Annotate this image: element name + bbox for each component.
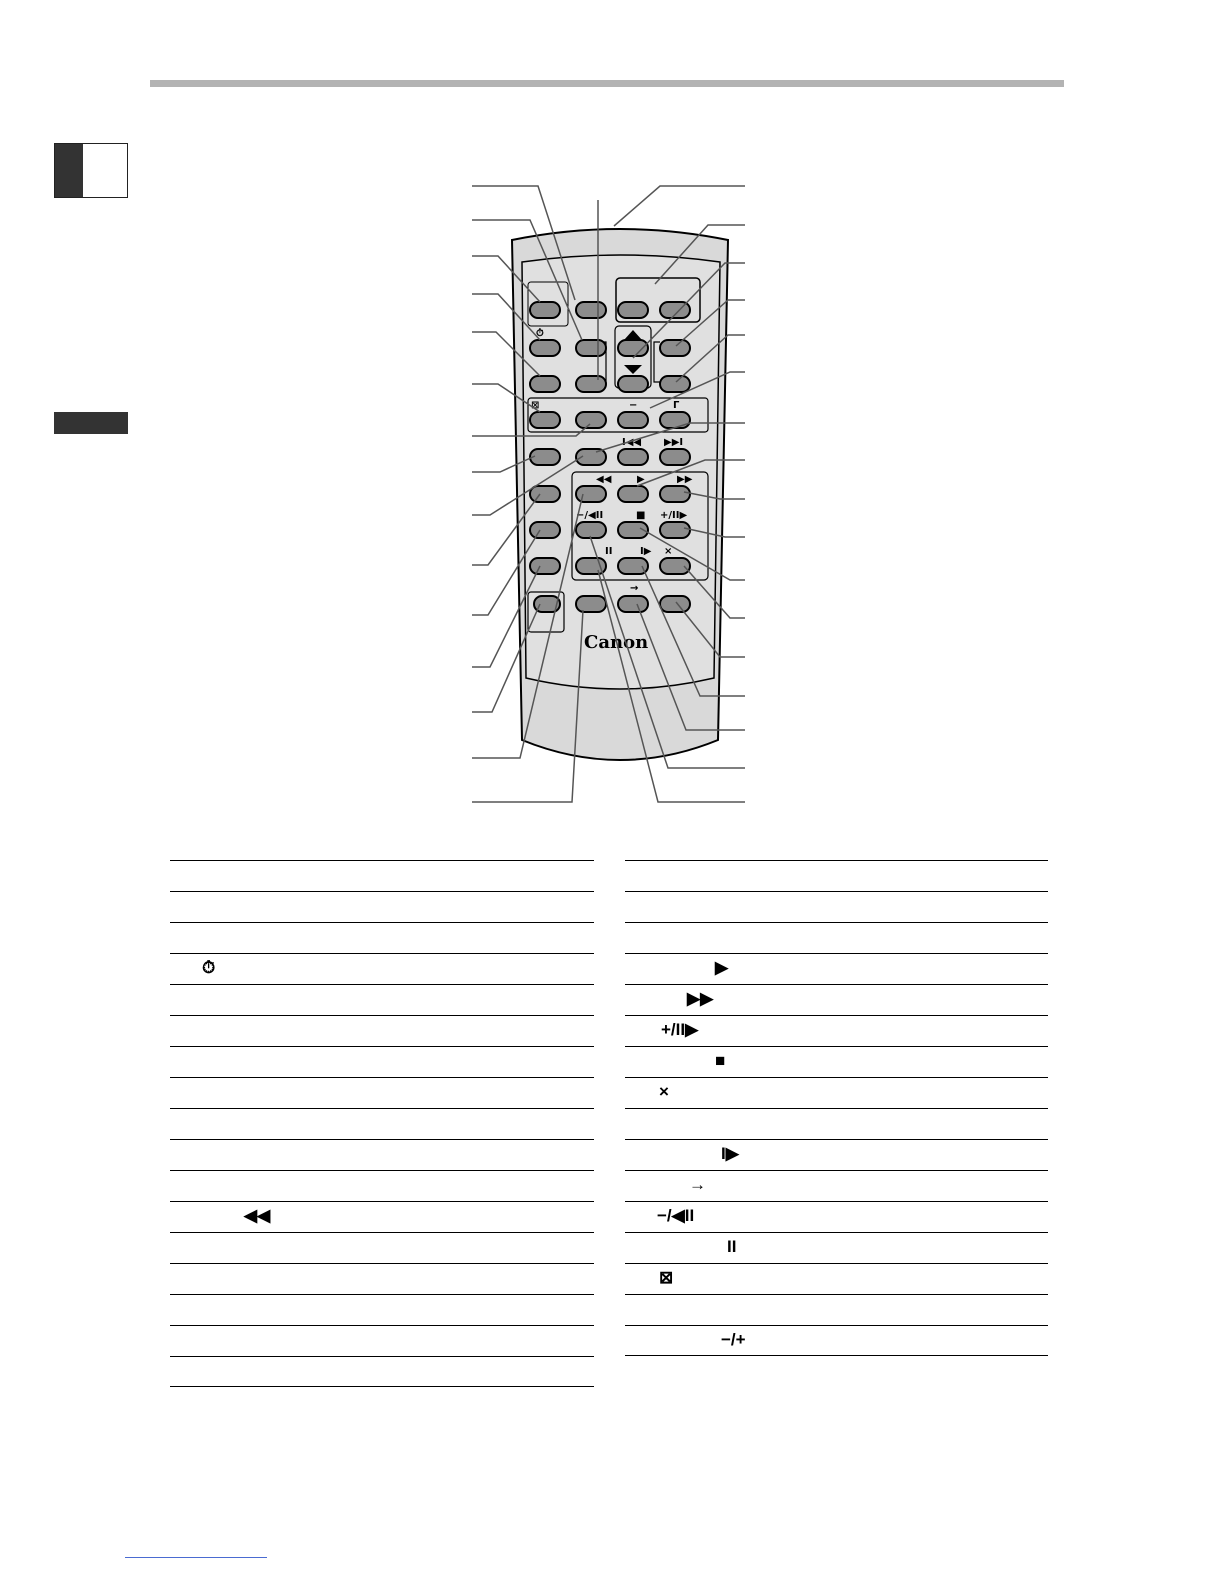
remote-button (530, 558, 560, 574)
table-row (170, 1139, 594, 1170)
remote-button (576, 376, 606, 392)
frame-back-icon: −/◀II (576, 510, 604, 521)
remote-button (576, 302, 606, 318)
table-row (170, 1294, 594, 1325)
button-symbol: ⏱ (202, 958, 216, 977)
table-row (170, 922, 594, 953)
remote-button (576, 596, 606, 612)
table-row (170, 1232, 594, 1263)
skip-back-icon: I◀◀ (622, 437, 642, 448)
remote-button (660, 596, 690, 612)
right-button-table (625, 860, 1048, 1356)
remote-button (618, 376, 648, 392)
remote-button (660, 412, 690, 428)
table-row (625, 1046, 1048, 1077)
table-row (170, 1046, 594, 1077)
play-icon: ▶ (637, 474, 645, 485)
remote-button (530, 412, 560, 428)
button-symbol: −/+ (721, 1330, 746, 1349)
brand-logo: Canon (584, 632, 649, 653)
table-row (625, 1201, 1048, 1232)
remote-button (530, 302, 560, 318)
remote-button (660, 449, 690, 465)
table-row (170, 891, 594, 922)
table-row (170, 1325, 594, 1356)
remote-button (660, 376, 690, 392)
remote-button (660, 522, 690, 538)
timer-icon: ⏱ (536, 328, 544, 339)
table-row (625, 1232, 1048, 1263)
table-row (625, 891, 1048, 922)
table-row (625, 1294, 1048, 1325)
table-row (170, 1015, 594, 1046)
table-row (625, 1263, 1048, 1294)
table-row (625, 984, 1048, 1015)
table-row (170, 1263, 594, 1294)
button-symbol: ◀◀ (244, 1206, 271, 1225)
minus-label: − (629, 400, 638, 411)
table-row (625, 1077, 1048, 1108)
table-row (170, 860, 594, 891)
table-row (170, 1201, 594, 1232)
index-screen-icon: ⊠ (531, 400, 540, 411)
table-row (625, 860, 1048, 891)
button-symbol: ▶▶ (687, 989, 714, 1008)
table-row (625, 953, 1048, 984)
table-row (170, 1077, 594, 1108)
table-row (170, 984, 594, 1015)
footer-link-underline (125, 1557, 267, 1558)
left-button-table (170, 860, 594, 1387)
remote-button (618, 558, 648, 574)
button-symbol: II (727, 1237, 737, 1256)
stop-icon: ■ (636, 510, 646, 521)
arrow-right-icon: → (630, 583, 639, 594)
remote-button (530, 522, 560, 538)
remote-button (660, 558, 690, 574)
remote-button (576, 412, 606, 428)
fast-forward-icon: ▶▶ (677, 474, 693, 485)
remote-button (618, 412, 648, 428)
slow-icon: I▶ (640, 546, 652, 557)
button-symbol: ⊠ (659, 1268, 674, 1287)
remote-button (618, 302, 648, 318)
remote-button (618, 449, 648, 465)
table-row (170, 953, 594, 984)
button-symbol: I▶ (721, 1144, 739, 1163)
frame-forward-icon: +/II▶ (660, 510, 688, 521)
remote-button (530, 486, 560, 502)
pause-icon: II (605, 546, 613, 557)
remote-button (530, 340, 560, 356)
table-row (625, 1170, 1048, 1201)
remote-button (618, 596, 648, 612)
remote-button (576, 486, 606, 502)
skip-forward-icon: ▶▶I (664, 437, 684, 448)
button-symbol: ▶ (715, 958, 729, 977)
table-row (170, 1170, 594, 1201)
gamma-label: Γ (673, 400, 680, 411)
remote-button (530, 376, 560, 392)
remote-button (660, 340, 690, 356)
table-row (625, 1015, 1048, 1046)
button-symbol: −/◀II (657, 1206, 695, 1225)
remote-button (576, 340, 606, 356)
button-symbol: → (689, 1175, 706, 1194)
table-row (625, 922, 1048, 953)
remote-button (576, 522, 606, 538)
remote-button (618, 486, 648, 502)
table-row (170, 1108, 594, 1139)
table-row (625, 1139, 1048, 1170)
cross-icon: × (664, 546, 673, 557)
table-row (625, 1325, 1048, 1356)
remote-button (660, 486, 690, 502)
rewind-icon: ◀◀ (596, 474, 612, 485)
table-row (625, 1108, 1048, 1139)
button-symbol: +/II▶ (661, 1020, 699, 1039)
table-row (170, 1356, 594, 1387)
button-symbol: × (659, 1082, 669, 1101)
button-symbol: ■ (715, 1051, 726, 1070)
